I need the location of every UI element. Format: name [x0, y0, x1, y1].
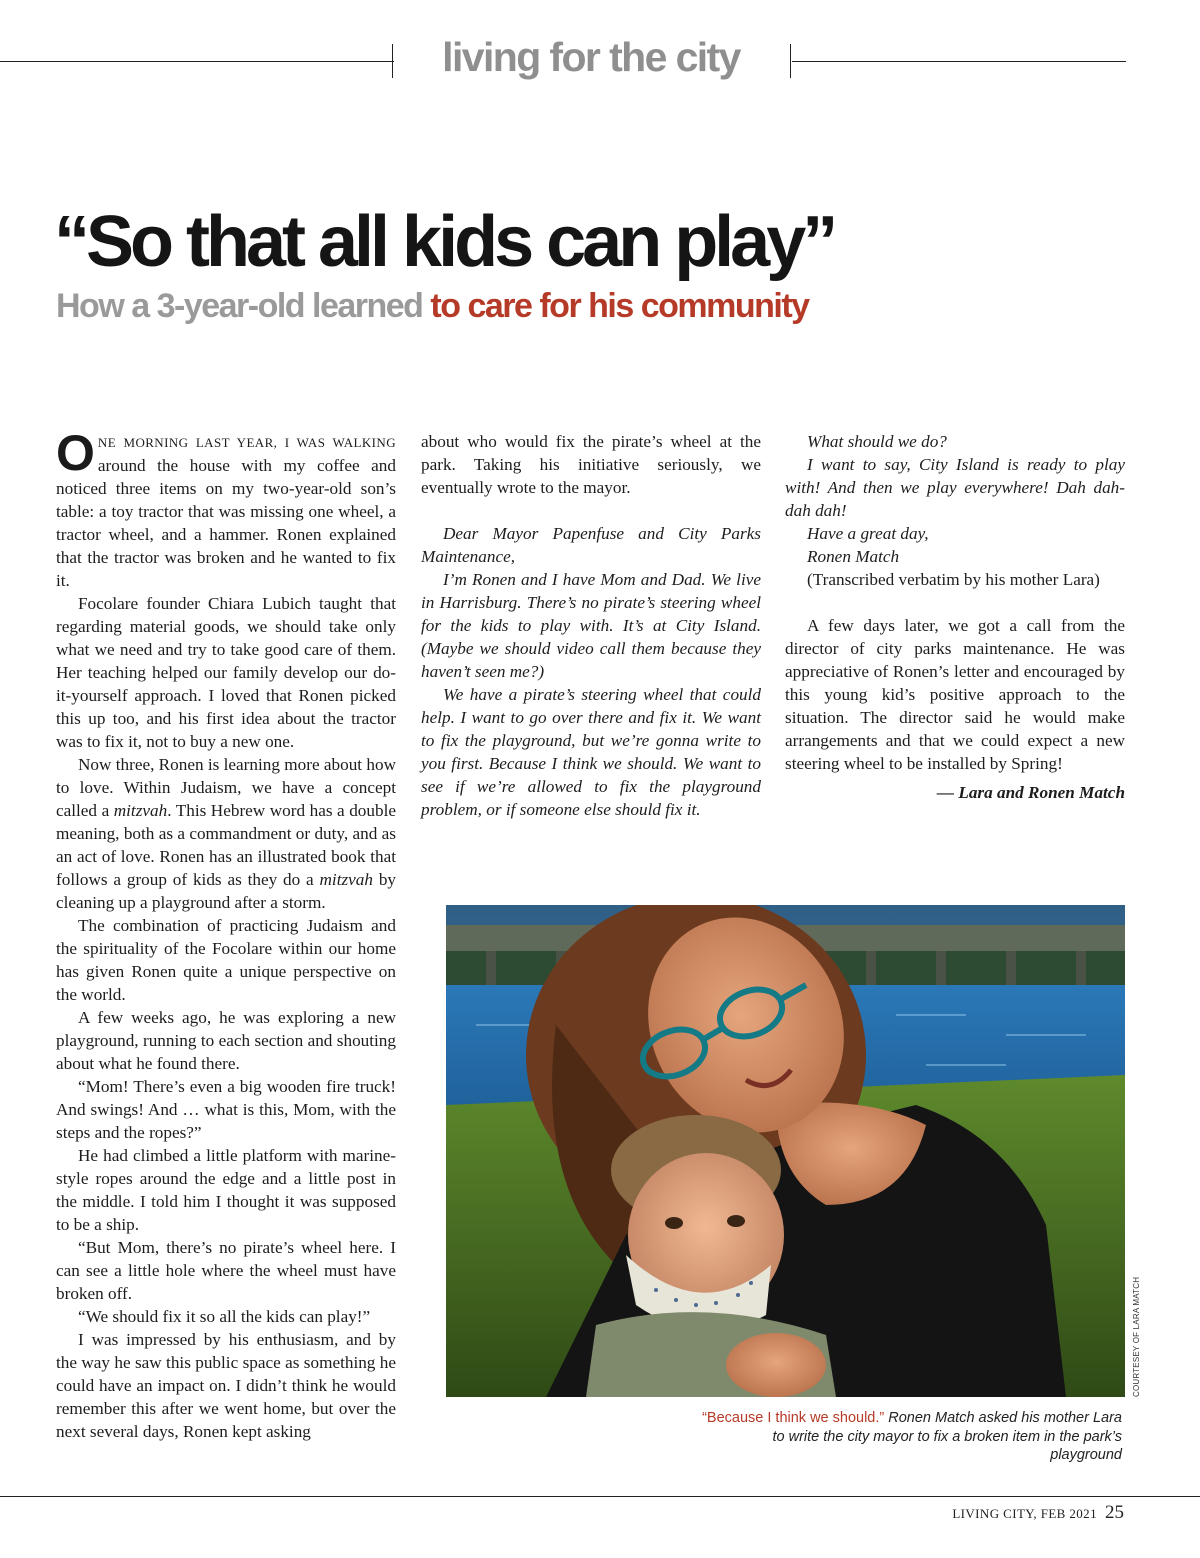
- publication-info: LIVING CITY, FEB 2021: [952, 1506, 1097, 1521]
- section-header: [0, 28, 1200, 94]
- header-tick-left: [392, 44, 393, 78]
- paragraph-text: . This Hebrew word has a double meaning, both as a commandment or duty, and as an act of love. Ronen has an illustrated book that follows a group of kids as they do a: [56, 801, 396, 889]
- caption-text: Ronen Match asked his mother Lara to write the city mayor to fix a broken item in the park’s playground: [772, 1410, 1122, 1463]
- paragraph: I was impressed by his enthusiasm, and by the way he saw this public space as something he could have an impact on. I didn’t think he would remember this after we went home, but over the next several days, Ronen kept asking: [56, 1330, 396, 1441]
- letter-paragraph: We have a pirate’s steering wheel that could help. I want to go over there and fix it. We want to fix the playground, but we’re gonna write to you first. Because I think we should. We want to see if we’re allowed to fix the playground problem, or if someone else should fix it.: [421, 685, 761, 819]
- letter-paragraph: I want to say, City Island is ready to play with! And then we play everywhere! Dah dah-dah dah!: [785, 455, 1125, 520]
- paragraph-text: Now three, Ronen is learning more about how to love. Within Judaism, we have a concept called a: [56, 755, 396, 820]
- paragraph: about who would fix the pirate’s wheel at the park. Taking his initiative seriously, we eventually wrote to the mayor.: [421, 432, 761, 497]
- letter-signature: Ronen Match: [807, 547, 900, 566]
- article-photo: [446, 905, 1125, 1397]
- letter-paragraph: Dear Mayor Papenfuse and City Parks Maintenance,: [421, 524, 761, 566]
- caption-quote: “Because I think we should.”: [702, 1410, 885, 1426]
- header-rule-right: [792, 61, 1126, 62]
- article-column-2: [421, 430, 761, 821]
- header-tick-right: [790, 44, 791, 78]
- section-title: living for the city: [442, 34, 740, 80]
- paragraph: [56, 753, 396, 914]
- paragraph: [56, 425, 396, 592]
- letter-paragraph: What should we do?: [807, 432, 947, 451]
- emphasis: mitzvah: [319, 870, 373, 889]
- emphasis: mitzvah: [113, 801, 168, 820]
- page-number: 25: [1105, 1502, 1124, 1523]
- paragraph-text: by cleaning up a playground after a storm.: [56, 870, 397, 912]
- photo-credit: [1132, 1276, 1144, 1397]
- paragraph: A few weeks ago, he was exploring a new playground, running to each section and shouting about what he found there.: [56, 1008, 396, 1073]
- paragraph: “We should fix it so all the kids can play!”: [78, 1307, 371, 1326]
- page-footer: [952, 1502, 1124, 1524]
- photo-credit-text: COURTESEY OF LARA MATCH: [1132, 1276, 1141, 1397]
- paragraph: “But Mom, there’s no pirate’s wheel here. I can see a little hole where the wheel must have broken off.: [56, 1238, 396, 1303]
- article-column-3: [785, 430, 1125, 804]
- header-rule-left: [0, 61, 394, 62]
- paragraph: The combination of practicing Judaism and the spirituality of the Focolare within our home has given Ronen quite a unique perspective on the world.: [56, 916, 396, 1004]
- letter-paragraph: Have a great day,: [807, 524, 929, 543]
- paragraph: “Mom! There’s even a big wooden fire truck! And swings! And … what is this, Mom, with the steps and the ropes?”: [56, 1077, 396, 1142]
- drop-cap: O: [56, 425, 95, 481]
- article-subhead: [56, 288, 809, 325]
- letter-paragraph: I’m Ronen and I have Mom and Dad. We live in Harrisburg. There’s no pirate’s steering wheel for the kids to play with. It’s at City Island. (Maybe we should video call them because they haven’t seen me?): [421, 570, 761, 681]
- paragraph: He had climbed a little platform with marine-style ropes around the edge and a little post in the middle. I told him I thought it was supposed to be a ship.: [56, 1146, 396, 1234]
- paragraph: Focolare founder Chiara Lubich taught that regarding material goods, we should take only what we need and try to take good care of them. Her teaching helped our family develop our do-it-yourself approach. I loved that Ronen picked this up too, and his first idea about the tractor was to fix it, not to buy a new one.: [56, 594, 396, 751]
- subhead-grey: How a 3-year-old learned: [56, 287, 423, 325]
- transcription-note: (Transcribed verbatim by his mother Lara): [807, 570, 1100, 589]
- photo-mother-and-son: [446, 905, 1125, 1397]
- article-headline: “So that all kids can play”: [54, 202, 835, 282]
- subhead-red: to care for his community: [430, 287, 809, 325]
- byline: — Lara and Ronen Match: [936, 783, 1125, 802]
- article-column-1: [56, 425, 397, 1443]
- paragraph: A few days later, we got a call from the director of city parks maintenance. He was appreciative of Ronen’s letter and encouraged by this young kid’s positive approach to the situation. The director said he would make arrangements and that we could expect a new steering wheel to be installed by Spring!: [785, 616, 1125, 773]
- footer-rule: [0, 1496, 1200, 1497]
- paragraph-text: around the house with my coffee and noticed three items on my two-year-old son’s table: a toy tractor that was missing one wheel, a tractor wheel, and a hammer. Ronen explained that the tractor was broken and he wanted to fix it.: [56, 456, 396, 590]
- lead-in-caps: NE MORNING LAST YEAR, I WAS WALKING: [97, 435, 396, 450]
- photo-caption: [700, 1409, 1122, 1465]
